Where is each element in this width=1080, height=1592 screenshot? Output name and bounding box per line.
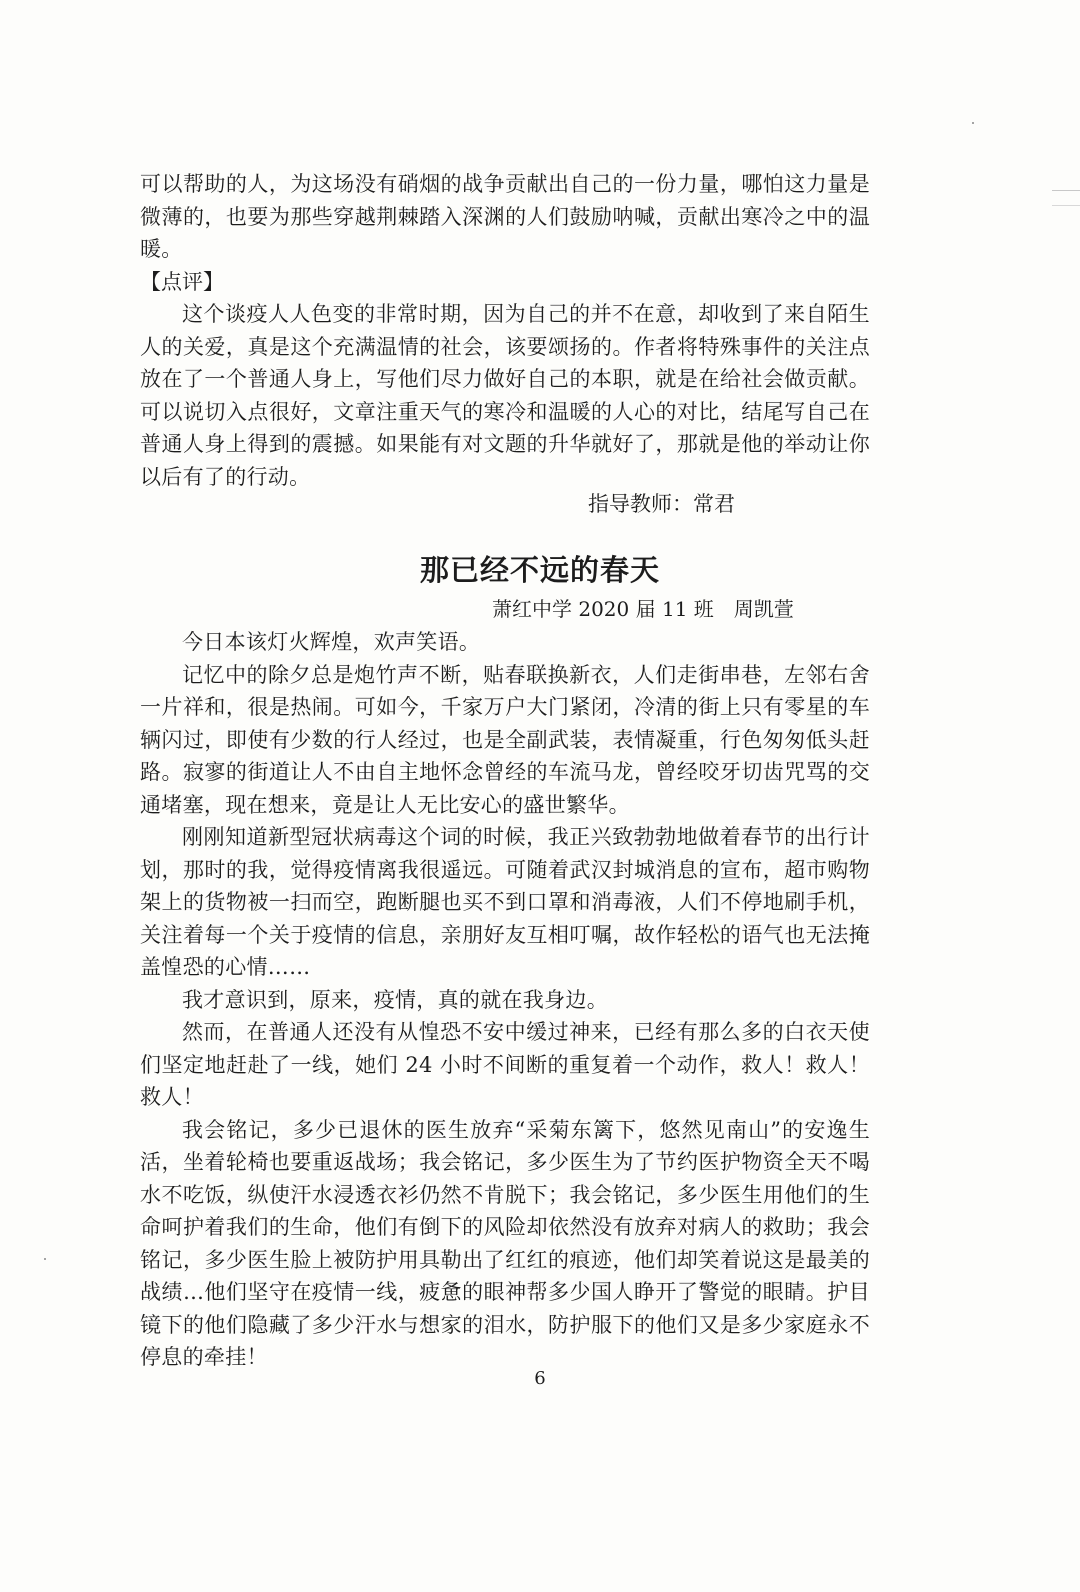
essay-paragraph: 刚刚知道新型冠状病毒这个词的时候，我正兴致勃勃地做着春节的出行计划，那时的我，觉得疫情离我很遥远。可随着武汉封城消息的宣布，超市购物架上的货物被一扫而空，跑断腿也买不到口罩和消毒液，人们不停地刷手机，关注着每一个关于疫情的信息，亲朋好友互相叮嘱，故作轻松的语气也无法掩盖惶恐的心情…… — [140, 825, 870, 979]
teacher-signature: 指导教师：常君 — [588, 492, 735, 516]
essay-paragraph: 记忆中的除夕总是炮竹声不断，贴春联换新衣，人们走街串巷，左邻右舍一片祥和，很是热闹。可如今，千家万户大门紧闭，冷清的街上只有零星的车辆闪过，即使有少数的行人经过，也是全副武装，表情凝重，行色匆匆低头赶路。寂寥的街道让人不由自主地怀念曾经的车流马龙，曾经咬牙切齿咒骂的交通堵塞，现在想来，竟是让人无比安心的盛世繁华。 — [140, 662, 870, 817]
scan-speck — [44, 1258, 46, 1260]
page-number: 6 — [534, 1368, 546, 1389]
comment-heading: 【点评】 — [140, 269, 224, 294]
essay-body — [140, 626, 870, 1374]
essay-byline: 萧红中学 2020 届 11 班 周凯萱 — [492, 597, 794, 621]
essay-paragraph: 今日本该灯火辉煌，欢声笑语。 — [182, 630, 481, 654]
previous-essay-ending — [140, 168, 870, 493]
essay-paragraph: 我才意识到，原来，疫情，真的就在我身边。 — [182, 987, 608, 1012]
scan-margin-mark — [1052, 190, 1080, 206]
essay-paragraph: 我会铭记，多少已退休的医生放弃“采菊东篱下，悠然见南山”的安逸生活，坐着轮椅也要重返战场；我会铭记，多少医生为了节约医护物资全天不喝水不吃饭，纵使汗水浸透衣衫仍然不肯脱下；我会铭记，多少医生用他们的生命呵护着我们的生命，他们有倒下的风险却依然没有放弃对病人的救助；我会铭记，多少医生脸上被防护用具勒出了红红的痕迹，他们却笑着说这是最美的战绩…他们坚守在疫情一线，疲惫的眼神帮多少国人睁开了警觉的眼睛。护目镜下的他们隐藏了多少汗水与想家的泪水，防护服下的他们又是多少家庭永不停息的牵挂！ — [140, 1117, 870, 1369]
continuation-paragraph: 可以帮助的人，为这场没有硝烟的战争贡献出自己的一份力量，哪怕这力量是微薄的，也要为那些穿越荆棘踏入深渊的人们鼓励呐喊，贡献出寒冷之中的温暖。 — [140, 172, 870, 261]
essay-paragraph: 然而，在普通人还没有从惶恐不安中缓过神来，已经有那么多的白衣天使们坚定地赶赴了一线，她们 24 小时不间断的重复着一个动作，救人！救人！救人！ — [140, 1020, 870, 1109]
essay-title: 那已经不远的春天 — [419, 553, 660, 587]
scan-speck — [972, 122, 974, 124]
comment-body: 这个谈疫人人色变的非常时期，因为自己的并不在意，却收到了来自陌生人的关爱，真是这个充满温情的社会，该要颂扬的。作者将特殊事件的关注点放在了一个普通人身上，写他们尽力做好自己的本职，就是在给社会做贡献。可以说切入点很好，文章注重天气的寒冷和温暖的人心的对比，结尾写自己在普通人身上得到的震撼。如果能有对文题的升华就好了，那就是他的举动让你以后有了的行动。 — [140, 302, 870, 489]
